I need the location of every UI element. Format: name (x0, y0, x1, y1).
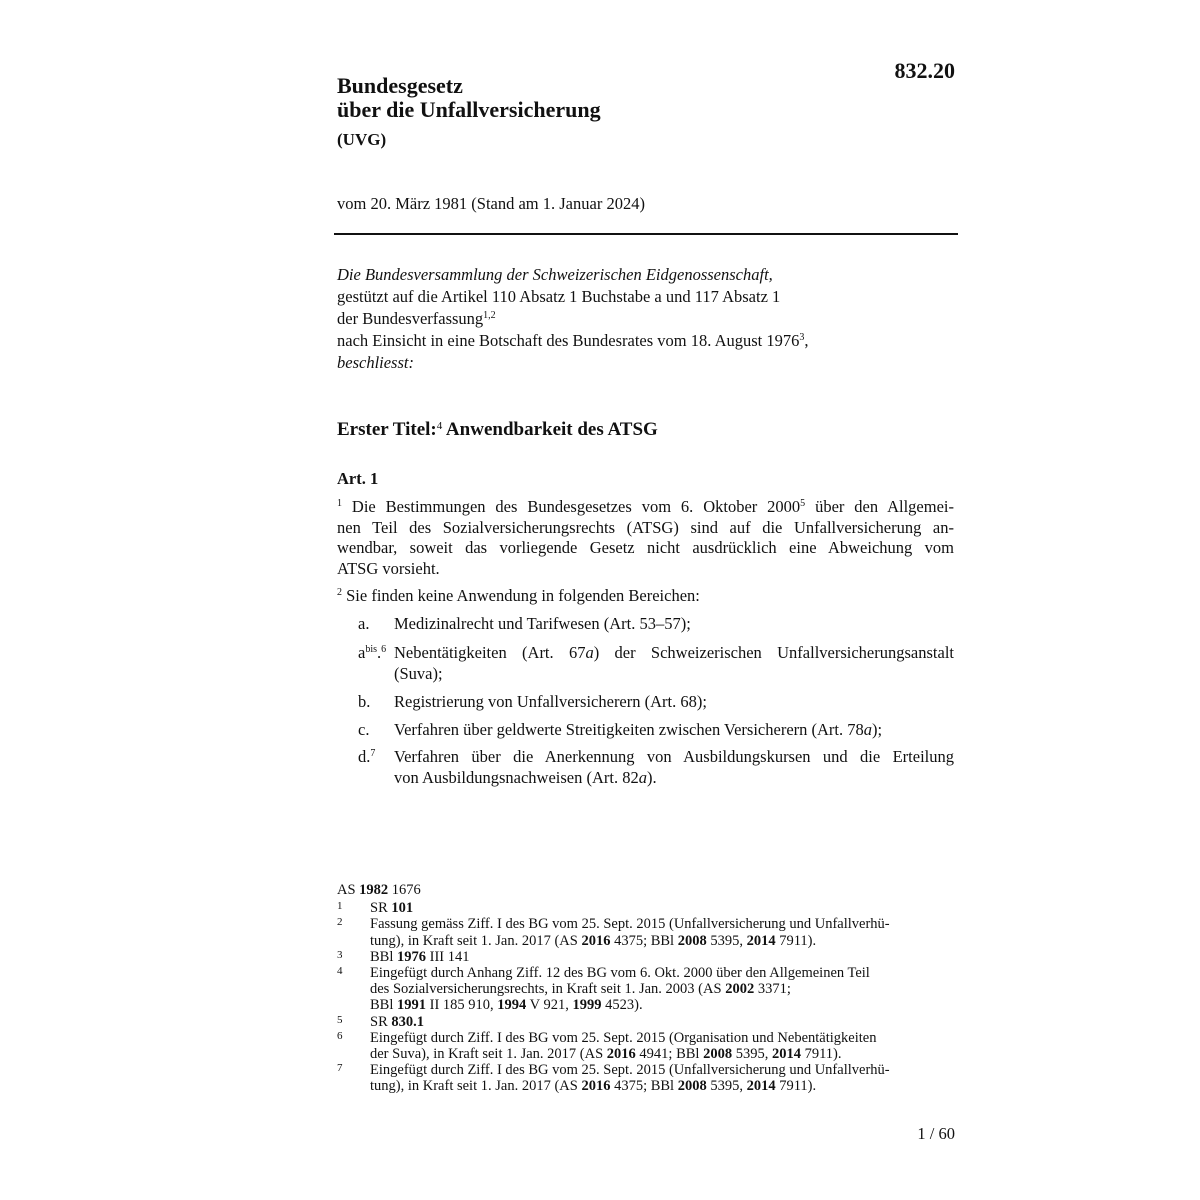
footnote-ref[interactable]: 7 (370, 748, 376, 759)
footnote-ref[interactable]: 3 (799, 332, 805, 343)
footnote-ref[interactable]: 6 (381, 644, 387, 655)
law-title-line1: Bundesgesetz (337, 73, 463, 98)
preamble-basis-line1: gestützt auf die Artikel 110 Absatz 1 Buchstabe a und 117 Absatz 1 (337, 287, 781, 306)
preamble (337, 264, 957, 374)
footnotes (337, 882, 957, 1095)
article-paragraph-2: $^2$ Sie finden keine Anwendung in folgenden Bereichen: (337, 586, 700, 605)
article-heading: Art. 1 (337, 469, 379, 488)
law-title-line2: über die Unfallversicherung (337, 97, 601, 122)
footnote-7: 7 Eingefügt durch Ziff. I des BG vom 25. Sept. 2015 (Unfallversicherung und Unfallverhü- tung), in Kraft seit 1. Jan. 2017 (AS 2016 4375; BBl 2008 5395, 2014 7911). (337, 1062, 890, 1095)
footnote-ref[interactable]: 4 (436, 420, 443, 432)
footnote-1: 1 SR 101 (337, 900, 414, 917)
footnote-5: 5 SR 830.1 (337, 1013, 424, 1030)
law-abbreviation: (UVG) (337, 130, 387, 149)
section-title: Erster Titel:$^4$ Anwendbarkeit des ATSG (337, 419, 658, 440)
sr-number: 832.20 (894, 58, 955, 83)
paragraph-number: 2 (337, 587, 342, 598)
preamble-assembly: Die Bundesversammlung der Schweizerischen Eidgenossenschaft, (337, 265, 773, 284)
official-collection-ref: AS 1982 1676 (337, 882, 421, 898)
paragraph-number: 1 (337, 498, 342, 509)
page-number: 1 / 60 (917, 1124, 955, 1143)
preamble-basis-line2: der Bundesverfassung$^{1,2}$ (337, 309, 496, 328)
header-divider (334, 233, 958, 235)
preamble-message: nach Einsicht in eine Botschaft des Bundesrates vom 18. August 1976$^3$, (337, 331, 809, 350)
footnote-4: 4 Eingefügt durch Anhang Ziff. 12 des BG vom 6. Okt. 2000 über den Allgemeinen Teil des Sozialversicherungsrechts, in Kraft seit 1. Jan. 2003 (AS 2002 3371; BBl 1991 II 185 910, 1994 V 921, 1999 4523). (337, 965, 870, 1014)
footnote-ref[interactable]: 1,2 (483, 310, 496, 321)
footnote-6: 6 Eingefügt durch Ziff. I des BG vom 25. Sept. 2015 (Organisation und Nebentätigkeiten der Suva), in Kraft seit 1. Jan. 2017 (AS 2016 4941; BBl 2008 5395, 2014 7911). (337, 1029, 877, 1063)
article-paragraph-1: $^1$ Die Bestimmungen des Bundesgesetzes vom 6. Oktober 2000$^5$ über den Allgemei- nen Teil des Sozialversicherungsrechts (ATSG) sind auf die Unfallversicherung an- wendbar, soweit das vorliegende Gesetz nicht ausdrücklich eine Abweichung vom ATSG vorsieht. (337, 497, 954, 578)
law-date-status: vom 20. März 1981 (Stand am 1. Januar 2024) (337, 194, 645, 213)
footnote-ref[interactable]: 5 (800, 498, 806, 509)
footnote-3: 3 BBl 1976 III 141 (337, 948, 470, 965)
preamble-decision: beschliesst: (337, 353, 414, 372)
footnote-2: 2 Fassung gemäss Ziff. I des BG vom 25. Sept. 2015 (Unfallversicherung und Unfallverhü- tung), in Kraft seit 1. Jan. 2017 (AS 2016 4375; BBl 2008 5395, 2014 7911). (337, 916, 890, 949)
